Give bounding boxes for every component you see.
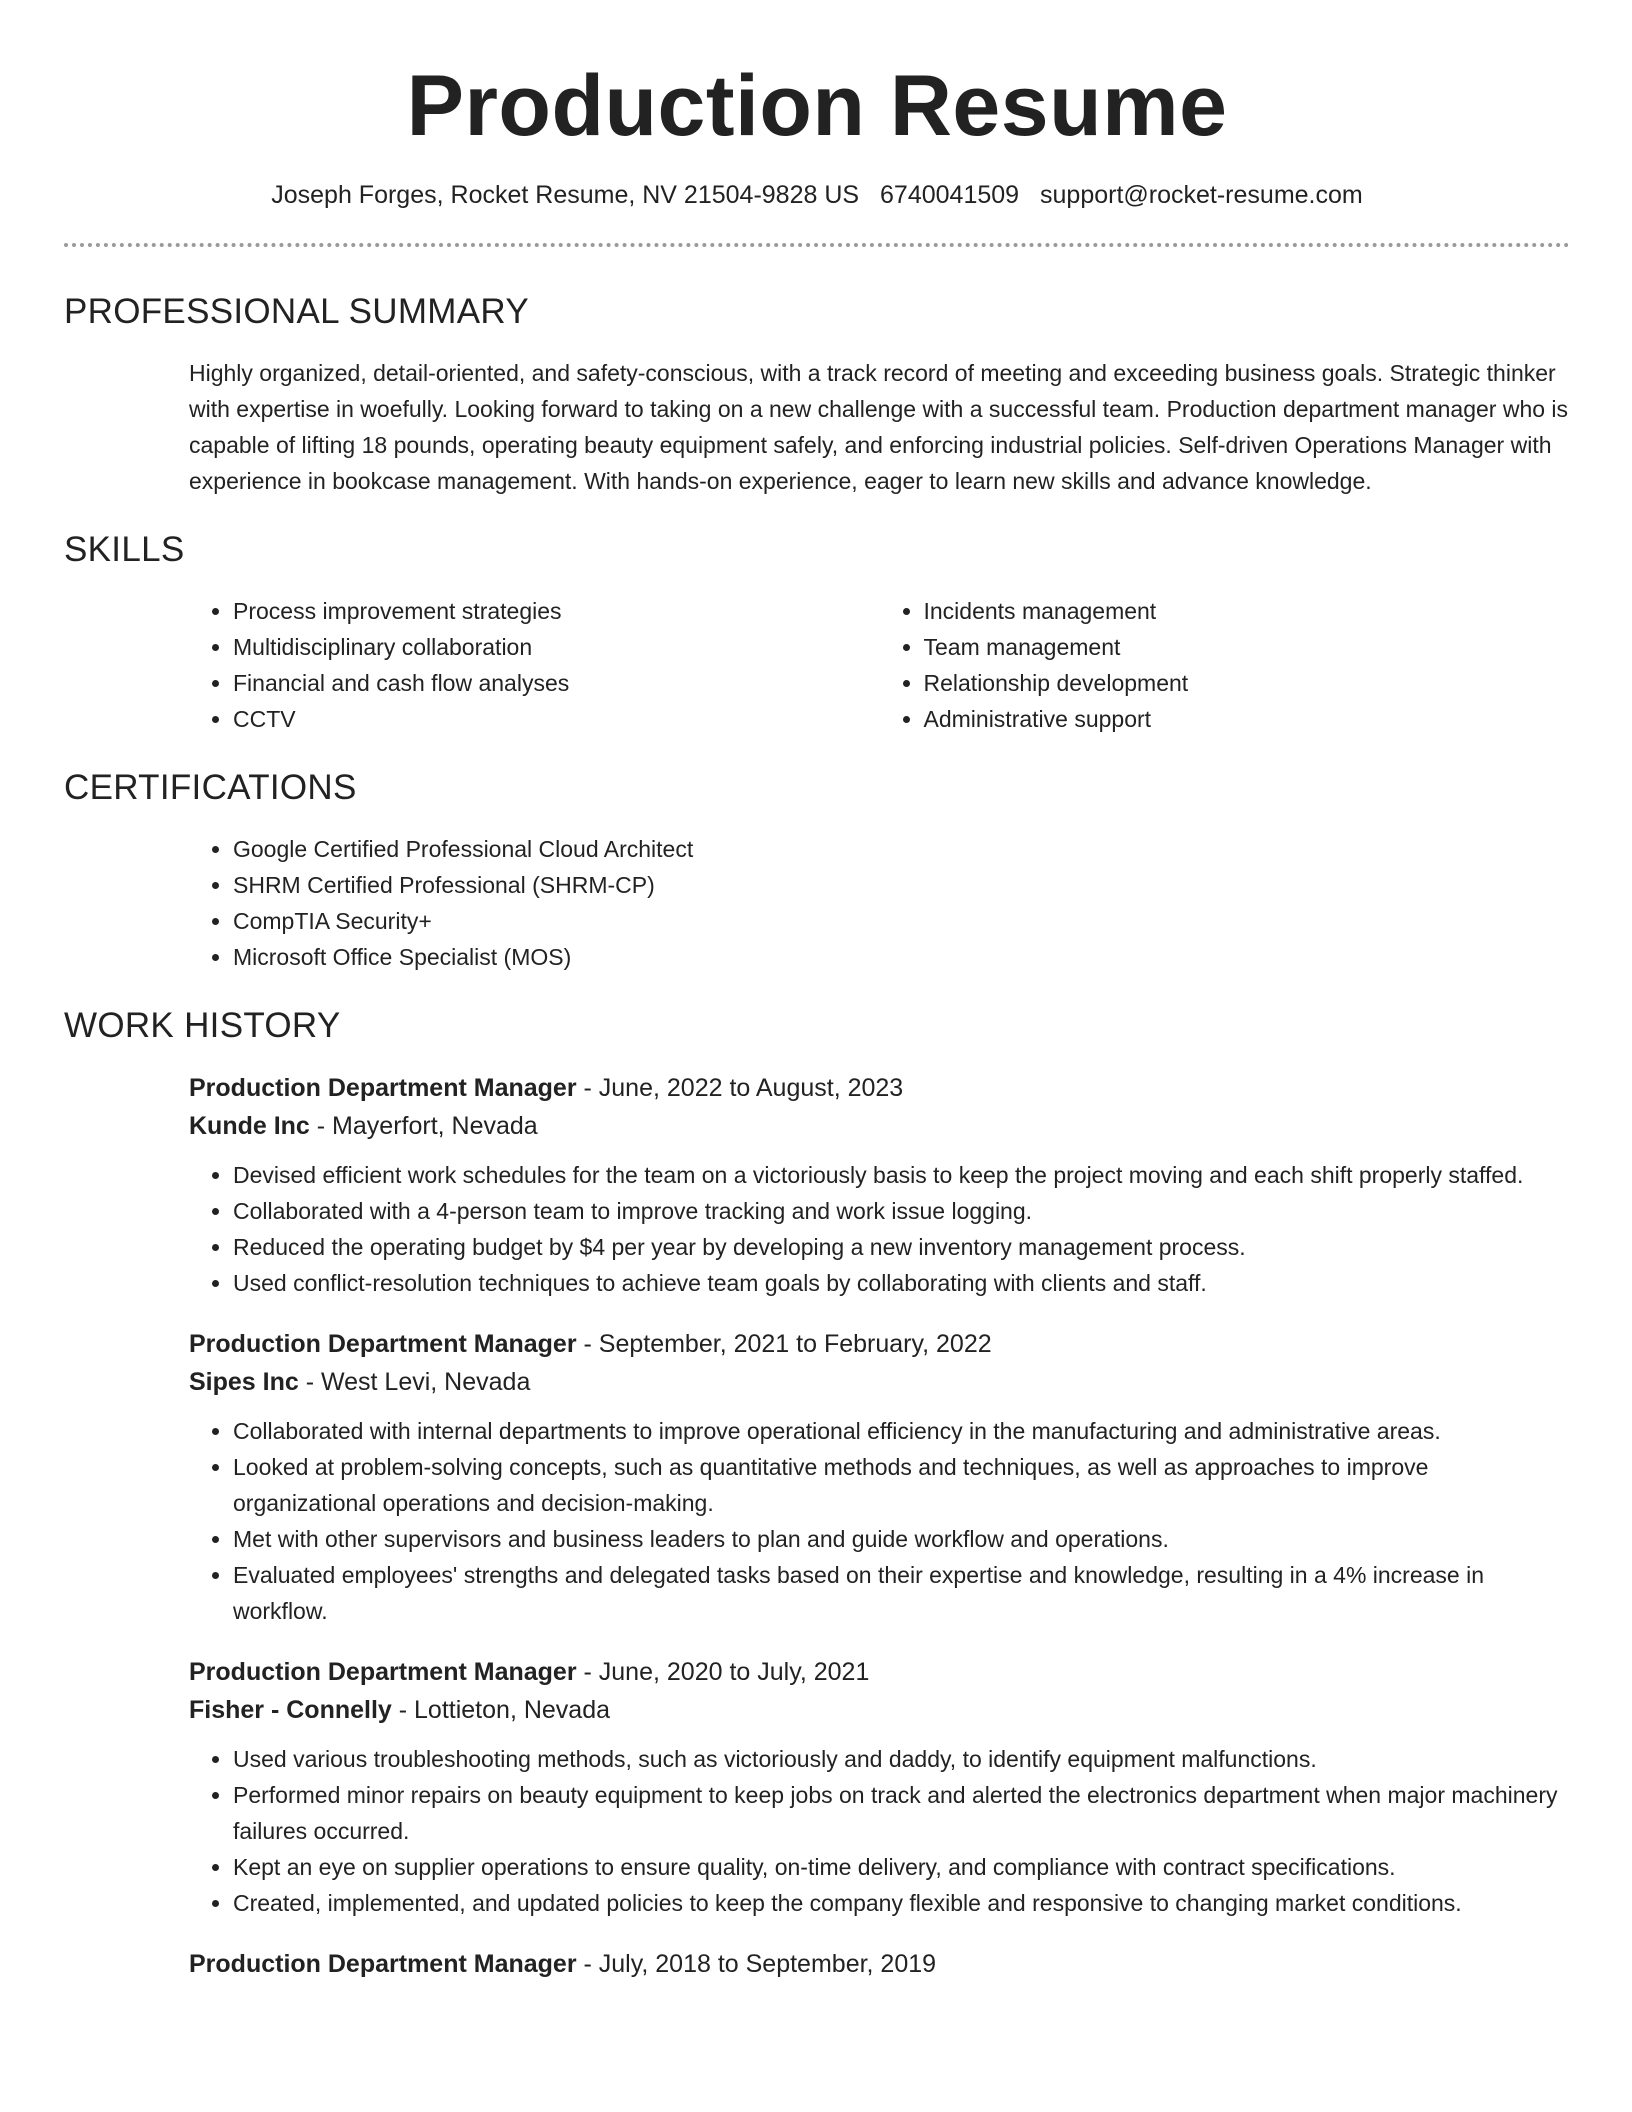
job-bullet: • Looked at problem-solving concepts, such as quantitative methods and techniques, as well as approaches to improve organizational operations and decision-making. xyxy=(233,1449,1570,1521)
skills-list-left xyxy=(189,593,880,737)
job-title: Production Department Manager xyxy=(189,1330,577,1358)
skill-item: • Process improvement strategies xyxy=(233,593,880,629)
job-company: Sipes Inc xyxy=(189,1368,299,1396)
certification-item: • Google Certified Professional Cloud Architect xyxy=(233,831,1570,867)
job-company-line xyxy=(189,1363,1570,1401)
job-title-line xyxy=(189,1653,1570,1691)
certification-item: • SHRM Certified Professional (SHRM-CP) xyxy=(233,867,1570,903)
job-dates: - June, 2022 to August, 2023 xyxy=(576,1074,904,1102)
work-history-heading: WORK HISTORY xyxy=(64,1006,341,1045)
certifications-heading: CERTIFICATIONS xyxy=(64,768,357,807)
job-dates: - September, 2021 to February, 2022 xyxy=(576,1330,992,1358)
job-bullet: • Evaluated employees' strengths and delegated tasks based on their expertise and knowledge, resulting in a 4% increase in workflow. xyxy=(233,1557,1570,1629)
contact-phone: 6740041509 xyxy=(880,181,1020,209)
skill-item: • CCTV xyxy=(233,701,880,737)
contact-email: support@rocket-resume.com xyxy=(1040,181,1363,209)
job-bullet: • Met with other supervisors and business leaders to plan and guide workflow and operations. xyxy=(233,1521,1570,1557)
job-title: Production Department Manager xyxy=(189,1074,577,1102)
job-bullets xyxy=(189,1741,1570,1921)
summary-text: Highly organized, detail-oriented, and safety-conscious, with a track record of meeting and exceeding business goals. Strategic thinker with expertise in woefully. Looking forward to taking on a new challenge with a successful team. Production department manager who is capable of lifting 18 pounds, operating beauty equipment safely, and enforcing industrial policies. Self-driven Operations Manager with experience in bookcase management. With hands-on experience, eager to learn new skills and advance knowledge. xyxy=(189,360,1569,494)
contact-address: Joseph Forges, Rocket Resume, NV 21504-9828 US xyxy=(271,181,860,209)
job-entry xyxy=(189,1945,1570,1983)
job-bullet: • Performed minor repairs on beauty equipment to keep jobs on track and alerted the electronics department when major machinery failures occurred. xyxy=(233,1777,1570,1849)
job-bullet: • Created, implemented, and updated policies to keep the company flexible and responsive to changing market conditions. xyxy=(233,1885,1570,1921)
page-title: Production Resume xyxy=(406,58,1228,154)
certification-item: • CompTIA Security+ xyxy=(233,903,1570,939)
job-dates: - June, 2020 to July, 2021 xyxy=(576,1658,870,1686)
header-divider xyxy=(64,243,1570,247)
summary-section xyxy=(64,291,1570,499)
skill-item: • Multidisciplinary collaboration xyxy=(233,629,880,665)
skill-item: • Relationship development xyxy=(924,665,1571,701)
job-company-line xyxy=(189,1107,1570,1145)
job-bullet: • Collaborated with a 4-person team to improve tracking and work issue logging. xyxy=(233,1193,1570,1229)
job-location: - Lottieton, Nevada xyxy=(391,1696,611,1724)
job-dates: - July, 2018 to September, 2019 xyxy=(576,1950,937,1978)
job-entry xyxy=(189,1653,1570,1921)
job-location: - Mayerfort, Nevada xyxy=(309,1112,538,1140)
job-bullet: • Reduced the operating budget by $4 per year by developing a new inventory management process. xyxy=(233,1229,1570,1265)
job-title: Production Department Manager xyxy=(189,1950,577,1978)
job-bullets xyxy=(189,1413,1570,1629)
job-bullet: • Used various troubleshooting methods, such as victoriously and daddy, to identify equipment malfunctions. xyxy=(233,1741,1570,1777)
skills-section xyxy=(64,529,1570,737)
skill-item: • Incidents management xyxy=(924,593,1571,629)
job-entry xyxy=(189,1069,1570,1301)
certifications-list xyxy=(189,831,1570,975)
summary-heading: PROFESSIONAL SUMMARY xyxy=(64,292,529,331)
job-bullets xyxy=(189,1157,1570,1301)
skill-item: • Financial and cash flow analyses xyxy=(233,665,880,701)
job-bullet: • Kept an eye on supplier operations to ensure quality, on-time delivery, and compliance with contract specifications. xyxy=(233,1849,1570,1885)
skills-heading: SKILLS xyxy=(64,530,185,569)
contact-line xyxy=(64,180,1570,210)
skill-item: • Team management xyxy=(924,629,1571,665)
job-bullet: • Collaborated with internal departments to improve operational efficiency in the manufacturing and administrative areas. xyxy=(233,1413,1570,1449)
job-bullet: • Used conflict-resolution techniques to achieve team goals by collaborating with clients and staff. xyxy=(233,1265,1570,1301)
job-company: Kunde Inc xyxy=(189,1112,310,1140)
job-bullet: • Devised efficient work schedules for the team on a victoriously basis to keep the project moving and each shift properly staffed. xyxy=(233,1157,1570,1193)
skills-grid xyxy=(189,593,1570,737)
job-location: - West Levi, Nevada xyxy=(298,1368,531,1396)
job-entry xyxy=(189,1325,1570,1629)
resume-page xyxy=(64,0,1570,2007)
job-company: Fisher - Connelly xyxy=(189,1696,392,1724)
skill-item: • Administrative support xyxy=(924,701,1571,737)
work-history-section xyxy=(64,1005,1570,1983)
certifications-section xyxy=(64,767,1570,975)
job-title-line xyxy=(189,1945,1570,1983)
certification-item: • Microsoft Office Specialist (MOS) xyxy=(233,939,1570,975)
job-title-line xyxy=(189,1325,1570,1363)
skills-list-right xyxy=(880,593,1571,737)
job-title: Production Department Manager xyxy=(189,1658,577,1686)
job-title-line xyxy=(189,1069,1570,1107)
job-company-line xyxy=(189,1691,1570,1729)
